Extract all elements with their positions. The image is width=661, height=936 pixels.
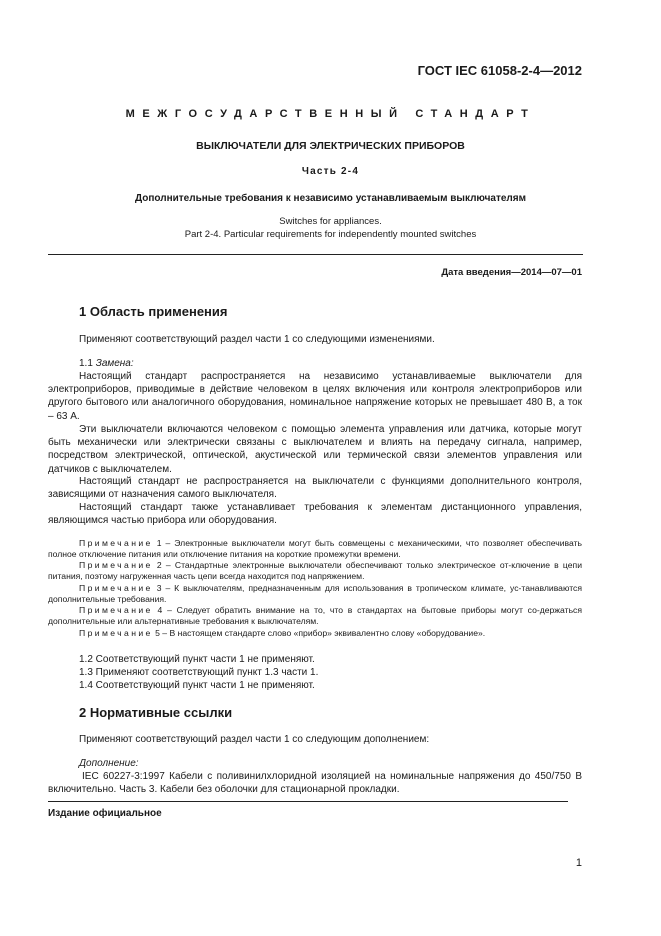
note-4-label: Примечание	[79, 605, 153, 615]
section2-intro: Применяют соответствующий раздел части 1 со следующим дополнением:	[79, 734, 430, 745]
footer-divider	[48, 801, 568, 802]
section1-paragraph-3: Настоящий стандарт не распространяется на выключатели с функциями дополнительного контроля, зависящими от назначения самого выключателя.	[48, 476, 582, 501]
section2-addition-label: Дополнение:	[79, 758, 139, 769]
section1-intro: Применяют соответствующий раздел части 1 со следующими изменениями.	[79, 334, 435, 345]
note-2	[48, 560, 582, 582]
note-3	[48, 583, 582, 605]
note-2-text: 2 – Стандартные электронные выключатели обеспечивают только электрическое от-ключение в цепи питания, поэтому нагруженная часть цепи всегда находится под напряжением.	[48, 560, 582, 582]
effective-date: Дата введения—2014—07—01	[441, 267, 582, 278]
note-3-label: Примечание	[79, 583, 153, 593]
clause-1-2: 1.2 Соответствующий пункт части 1 не применяют.	[79, 654, 315, 665]
section1-paragraph-4: Настоящий стандарт также устанавливает требования к элементам дистанционного управления, являющимся частью прибора или оборудования.	[48, 502, 582, 527]
section1-paragraph-1: Настоящий стандарт распространяется на независимо устанавливаемые выключатели для электроприборов, приводимые в действие человеком в целях включения или контроля электроприборов или другого бытового или аналогичного оборудования, номинальное напряжение которых не превышает 480 В, а ток – 63 А.	[48, 371, 582, 422]
edition-label: Издание официальное	[48, 808, 162, 819]
standard-subtitle: Дополнительные требования к независимо устанавливаемым выключателям	[134, 193, 527, 204]
clause-1-1-heading	[79, 357, 582, 370]
clause-1-1-label: Замена:	[95, 358, 134, 369]
section2-heading: 2 Нормативные ссылки	[79, 705, 233, 720]
section1-paragraph-2: Эти выключатели включаются человеком с помощью элемента управления или датчика, которые могут быть механически или электрически связаны с выключателем и влиять на передачу сигнала, например, посредством электрической, оптической, акустической или термической связи элементов управления или датчиков с выключателем.	[48, 424, 582, 475]
note-5	[48, 628, 582, 639]
interstate-standard-label: МЕЖГОСУДАРСТВЕННЫЙ СТАНДАРТ	[125, 108, 536, 120]
header-divider	[48, 254, 583, 255]
clause-1-4: 1.4 Соответствующий пункт части 1 не применяют.	[79, 680, 315, 691]
page-number: 1	[575, 857, 582, 869]
part-label: Часть 2-4	[301, 166, 360, 177]
note-5-text: 5 – В настоящем стандарте слово «прибор» эквивалентно слову «оборудование».	[152, 628, 486, 638]
section1-heading: 1 Область применения	[79, 304, 228, 319]
english-title-line1: Switches for appliances.	[279, 216, 382, 227]
standard-title: ВЫКЛЮЧАТЕЛИ ДЛЯ ЭЛЕКТРИЧЕСКИХ ПРИБОРОВ	[196, 140, 465, 152]
clause-1-1-number: 1.1	[79, 358, 93, 369]
note-4	[48, 605, 582, 627]
note-2-label: Примечание	[79, 560, 153, 570]
note-3-text: 3 – К выключателям, предназначенным для использования в тропическом климате, ус-танавливаются дополнительные требования.	[48, 583, 582, 605]
note-1-label: Примечание	[79, 538, 153, 548]
note-1	[48, 538, 582, 560]
note-1-text: 1 – Электронные выключатели могут быть совмещены с механическими, что позволяет обеспечивать полное отключение питания или отключение питания на короткие промежутки времени.	[48, 538, 582, 560]
clause-1-3: 1.3 Применяют соответствующий пункт 1.3 части 1.	[79, 667, 319, 678]
document-code: ГОСТ IEC 61058-2-4—2012	[417, 63, 582, 78]
english-title-line2: Part 2-4. Particular requirements for independently mounted switches	[184, 229, 477, 240]
note-4-text: 4 – Следует обратить внимание на то, что в стандартах на бытовые приборы могут со-держаться дополнительные или альтернативные требования к выключателям.	[48, 605, 582, 627]
note-5-label: Примечание	[79, 628, 153, 638]
section2-reference: IEC 60227-3:1997 Кабели с поливинилхлоридной изоляцией на номинальные напряжения до 450/750 В включительно. Часть 3. Кабели без оболочки для стационарной прокладки.	[48, 771, 582, 796]
